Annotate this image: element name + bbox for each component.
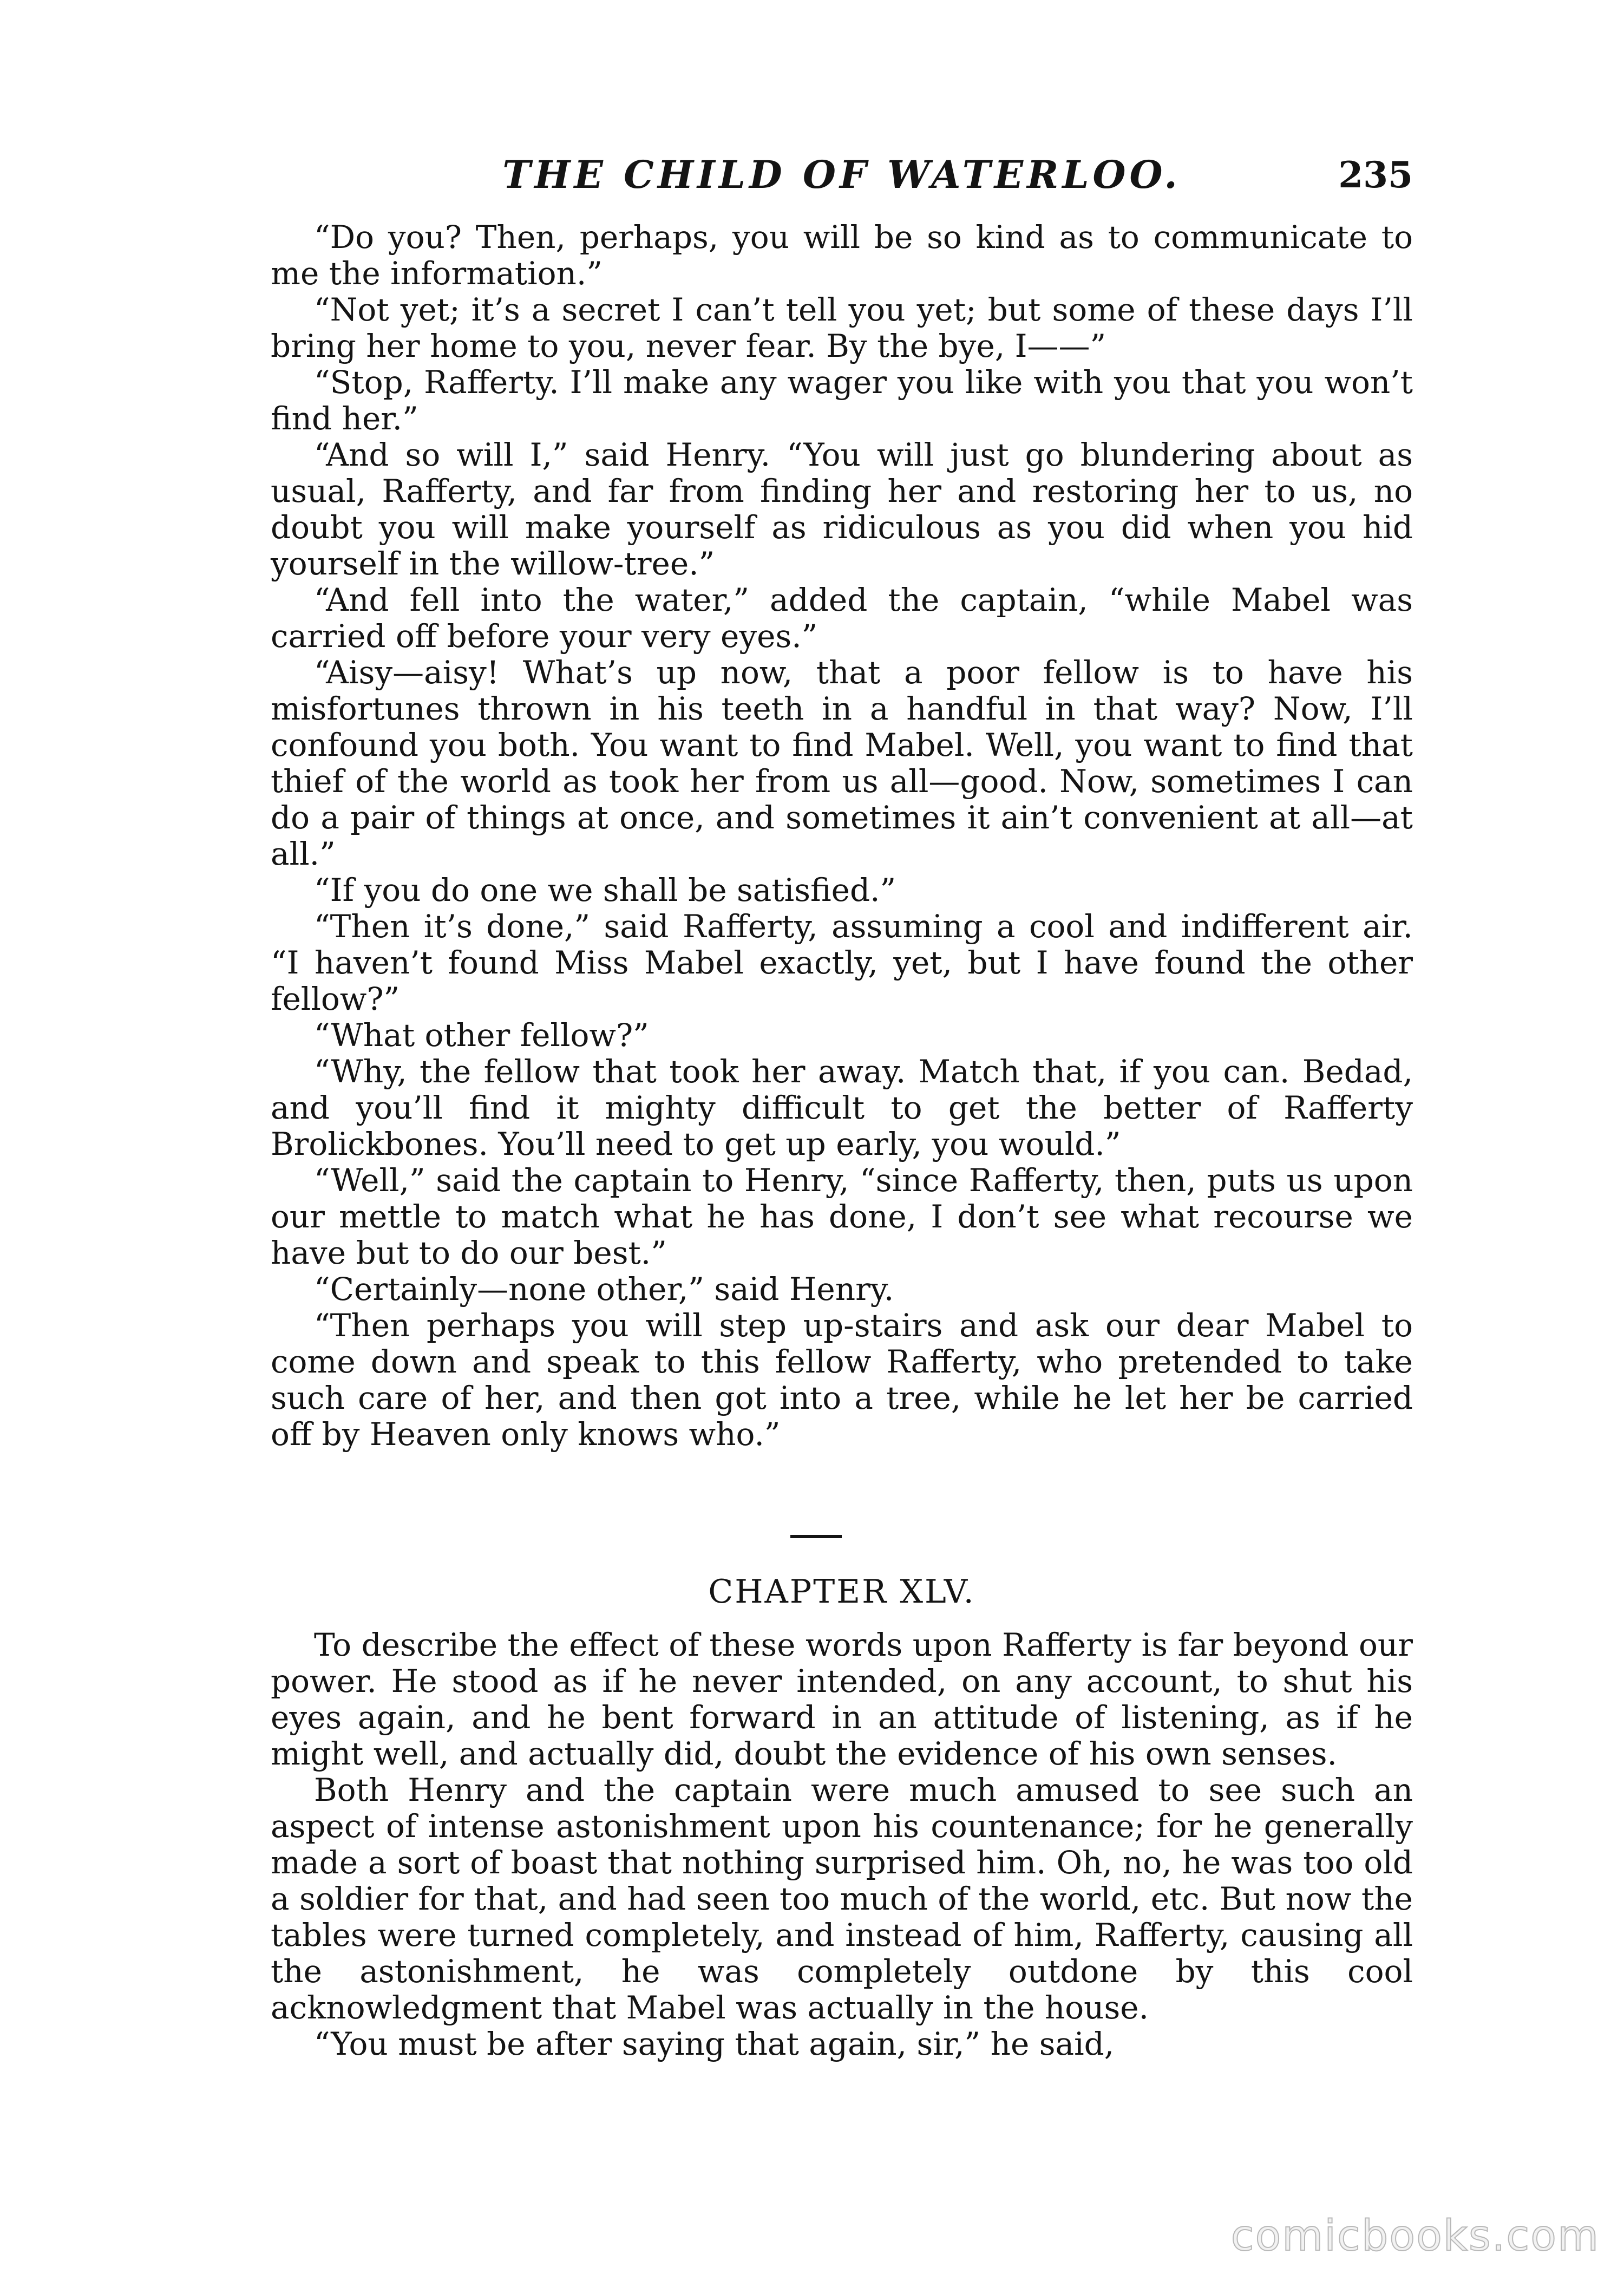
paragraph: “Stop, Rafferty. I’ll make any wager you like with you that you won’t find her.” (271, 364, 1413, 437)
paragraph: “You must be after saying that again, sir,” he said, (314, 2025, 1115, 2062)
paragraph: “Then perhaps you will step up-stairs and ask our dear Mabel to come down and speak to this fellow Rafferty, who pretended to take such care of her, and then got into a tree, while he let her be carried off by Heaven only knows who.” (271, 1307, 1413, 1453)
paragraph: “Aisy—aisy! What’s up now, that a poor fellow is to have his misfortunes thrown in his teeth in a handful in that way? Now, I’ll confound you both. You want to find Mabel. Well, you want to find that thief of the world as took her from us all—good. Now, sometimes I can do a pair of things at once, and sometimes it ain’t convenient at all—at all.” (271, 654, 1413, 872)
chapter-heading: CHAPTER XLV. (708, 1573, 975, 1611)
watermark: comicbooks.com (1230, 2212, 1600, 2260)
running-head (271, 151, 1413, 199)
paragraph: “Do you? Then, perhaps, you will be so kind as to communicate to me the information.” (271, 219, 1413, 292)
paragraph: “Why, the fellow that took her away. Match that, if you can. Bedad, and you’ll find it mighty difficult to get the better of Rafferty Brolickbones. You’ll need to get up early, you would.” (271, 1053, 1413, 1162)
paragraph: “What other fellow?” (314, 1017, 649, 1054)
chapter-body (271, 1627, 1413, 2062)
paragraph: “And fell into the water,” added the captain, “while Mabel was carried off before your very eyes.” (271, 581, 1413, 655)
paragraph: “Then it’s done,” said Rafferty, assuming a cool and indifferent air. “I haven’t found Miss Mabel exactly, yet, but I have found the other fellow?” (271, 908, 1413, 1017)
paragraph: “Not yet; it’s a secret I can’t tell you yet; but some of these days I’ll bring her home to you, never fear. By the bye, I——” (271, 291, 1413, 364)
running-title: THE CHILD OF WATERLOO. (502, 152, 1181, 197)
dialogue-section (271, 219, 1413, 1453)
paragraph: Both Henry and the captain were much amused to see such an aspect of intense astonishment upon his countenance; for he generally made a sort of boast that nothing surprised him. Oh, no, he was too old a soldier for that, and had seen too much of the world, etc. But now the tables were turned completely, and instead of him, Rafferty, causing all the astonishment, he was completely outdone by this cool acknowledgment that Mabel was actually in the house. (271, 1772, 1413, 2026)
paragraph: “And so will I,” said Henry. “You will just go blundering about as usual, Rafferty, and far from finding her and restoring her to us, no doubt you will make yourself as ridiculous as you did when you hid yourself in the willow-tree.” (271, 436, 1413, 582)
section-divider (790, 1535, 842, 1538)
paragraph: “Well,” said the captain to Henry, “since Rafferty, then, puts us upon our mettle to match what he has done, I don’t see what recourse we have but to do our best.” (271, 1162, 1413, 1271)
paragraph: “If you do one we shall be satisfied.” (314, 872, 896, 909)
paragraph: To describe the effect of these words upon Rafferty is far beyond our power. He stood as if he never intended, on any account, to shut his eyes again, and he bent forward in an attitude of listening, as if he might well, and actually did, doubt the evidence of his own senses. (271, 1626, 1413, 1772)
page-number: 235 (1338, 154, 1413, 196)
paragraph: “Certainly—none other,” said Henry. (314, 1271, 894, 1308)
